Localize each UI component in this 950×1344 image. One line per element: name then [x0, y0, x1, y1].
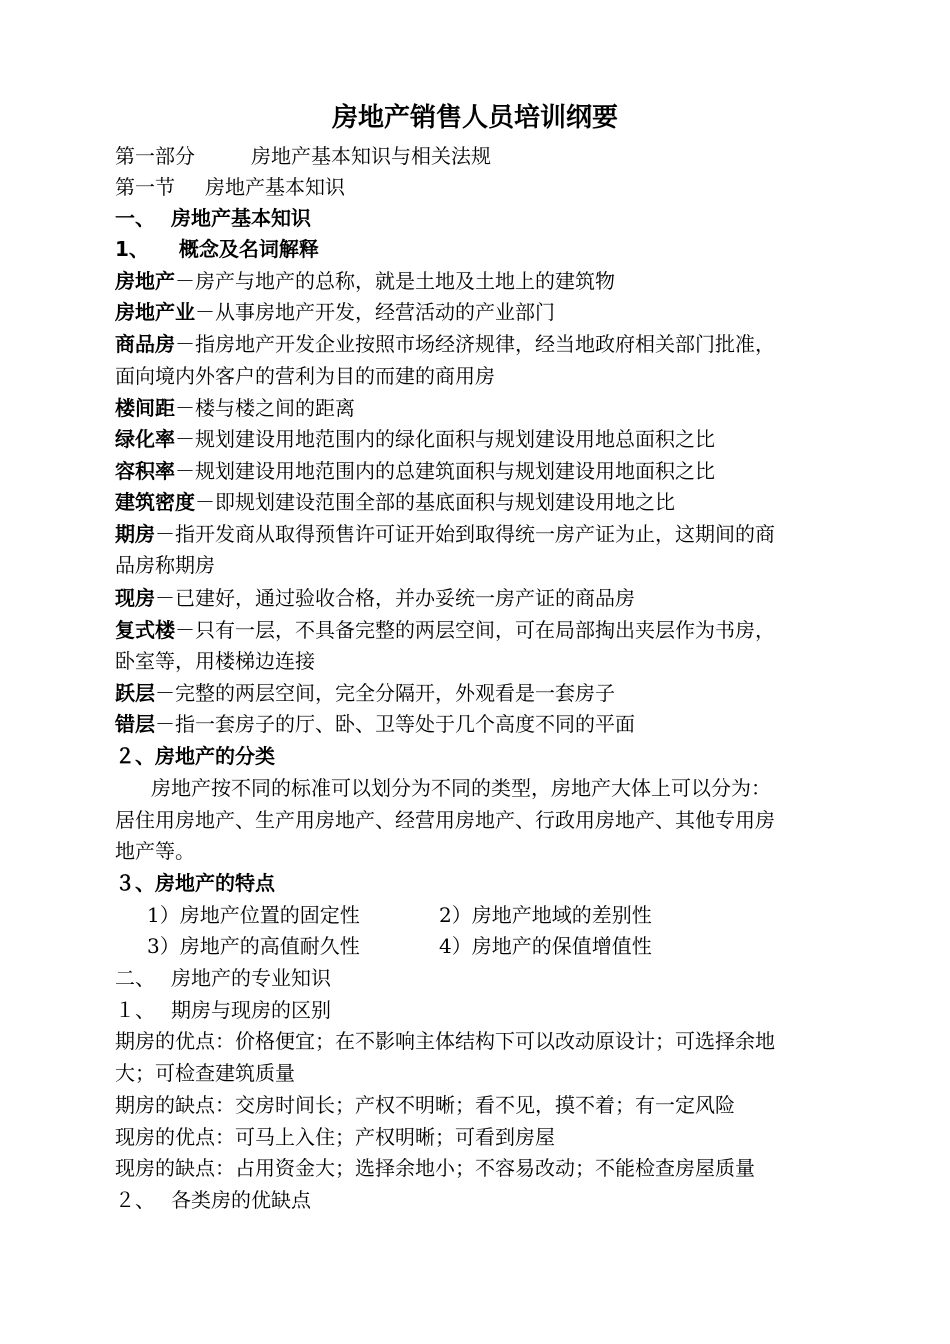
- term-definition: －规划建设用地范围内的总建筑面积与规划建设用地面积之比: [175, 459, 715, 483]
- paragraph-line: 地产等。: [115, 839, 195, 863]
- term-name: 复式楼: [115, 618, 175, 642]
- term-entry: [115, 266, 875, 298]
- term-name: 楼间距: [115, 396, 175, 420]
- heading-2-1-text: 期房与现房的区别: [171, 998, 331, 1022]
- heading-1-3-num: ３、: [115, 871, 155, 895]
- term-definition: －完整的两层空间，完全分隔开，外观看是一套房子: [155, 681, 615, 705]
- section-text: 房地产基本知识: [205, 175, 345, 199]
- paragraph-line: 居住用房地产、生产用房地产、经营用房地产、行政用房地产、其他专用房: [115, 808, 775, 832]
- term-definition: －只有一层，不具备完整的两层空间，可在局部掏出夹层作为书房，: [175, 618, 775, 642]
- term-continuation: 品房称期房: [115, 553, 215, 577]
- term-entry: [115, 456, 875, 488]
- term-definition: －指开发商从取得预售许可证开始到取得统一房产证为止，这期间的商: [155, 522, 775, 546]
- term-definition: －即规划建设范围全部的基底面积与规划建设用地之比: [195, 490, 675, 514]
- term-entry: [115, 487, 875, 519]
- term-entry: [115, 678, 875, 710]
- term-definition: －已建好，通过验收合格，并办妥统一房产证的商品房: [155, 586, 635, 610]
- term-continuation: 面向境内外客户的营利为目的而建的商用房: [115, 364, 495, 388]
- section-label: 第一节: [115, 175, 175, 199]
- heading-1-3-text: 房地产的特点: [155, 871, 275, 895]
- feature-item: 1）房地产位置的固定性: [147, 903, 360, 927]
- heading-1-1-num: 1、: [115, 237, 149, 261]
- term-definition: －楼与楼之间的距离: [175, 396, 355, 420]
- term-name: 现房: [115, 586, 155, 610]
- section-heading: [115, 172, 875, 204]
- paragraph-line: 房地产按不同的标准可以划分为不同的类型，房地产大体上可以分为：: [151, 776, 771, 800]
- heading-2-2: [115, 1185, 875, 1217]
- part-label: 第一部分: [115, 144, 195, 168]
- heading-2-2-text: 各类房的优缺点: [171, 1188, 311, 1212]
- paragraph-line: 现房的优点：可马上入住；产权明晰；可看到房屋: [115, 1125, 555, 1149]
- heading-2-text: 房地产的专业知识: [171, 966, 331, 990]
- feature-item: 4）房地产的保值增值性: [439, 934, 652, 958]
- term-entry: [115, 424, 875, 456]
- feature-item: 2）房地产地域的差别性: [439, 903, 652, 927]
- term-entry: [115, 583, 875, 615]
- heading-1-3: [115, 868, 875, 900]
- heading-1-1: [115, 234, 875, 266]
- term-definition: －规划建设用地范围内的绿化面积与规划建设用地总面积之比: [175, 427, 715, 451]
- heading-1-1-text: 概念及名词解释: [178, 237, 319, 261]
- term-entry: [115, 297, 875, 329]
- term-entry: [115, 709, 875, 741]
- paragraph-line: 期房的缺点：交房时间长；产权不明晰；看不见，摸不着；有一定风险: [115, 1093, 735, 1117]
- term-name: 房地产业: [115, 300, 195, 324]
- term-name: 建筑密度: [115, 490, 195, 514]
- paragraph-line: 现房的缺点：占用资金大；选择余地小；不容易改动；不能检查房屋质量: [115, 1156, 755, 1180]
- term-name: 容积率: [115, 459, 175, 483]
- term-entry: [115, 519, 875, 551]
- heading-2-1-num: １、: [115, 998, 155, 1022]
- term-name: 跃层: [115, 681, 155, 705]
- heading-2-1: [115, 995, 875, 1027]
- document-title: 房地产销售人员培训纲要: [331, 103, 618, 133]
- term-name: 商品房: [115, 332, 175, 356]
- heading-1-2-num: ２、: [115, 744, 155, 768]
- heading-2-2-num: ２、: [115, 1188, 155, 1212]
- term-continuation: 卧室等，用楼梯边连接: [115, 649, 315, 673]
- part-text: 房地产基本知识与相关法规: [251, 144, 491, 168]
- term-definition: －从事房地产开发，经营活动的产业部门: [195, 300, 555, 324]
- heading-2-num: 二、: [115, 966, 155, 990]
- heading-1-num: 一、: [115, 206, 155, 230]
- term-name: 错层: [115, 712, 155, 736]
- term-definition: －指房地产开发企业按照市场经济规律，经当地政府相关部门批准，: [175, 332, 775, 356]
- term-definition: －房产与地产的总称，就是土地及土地上的建筑物: [175, 269, 615, 293]
- term-name: 房地产: [115, 269, 175, 293]
- term-name: 期房: [115, 522, 155, 546]
- part-heading: [115, 141, 875, 173]
- paragraph-line: 大；可检查建筑质量: [115, 1061, 295, 1085]
- paragraph-line: 期房的优点：价格便宜；在不影响主体结构下可以改动原设计；可选择余地: [115, 1029, 775, 1053]
- heading-1-2-text: 房地产的分类: [155, 744, 275, 768]
- term-definition: －指一套房子的厅、卧、卫等处于几个高度不同的平面: [155, 712, 635, 736]
- heading-1: [115, 203, 875, 235]
- term-entry: [115, 329, 875, 361]
- heading-1-text: 房地产基本知识: [171, 206, 311, 230]
- heading-1-2: [115, 741, 875, 773]
- heading-2: [115, 963, 875, 995]
- feature-item: 3）房地产的高值耐久性: [147, 934, 360, 958]
- term-entry: [115, 393, 875, 425]
- term-name: 绿化率: [115, 427, 175, 451]
- term-entry: [115, 615, 875, 647]
